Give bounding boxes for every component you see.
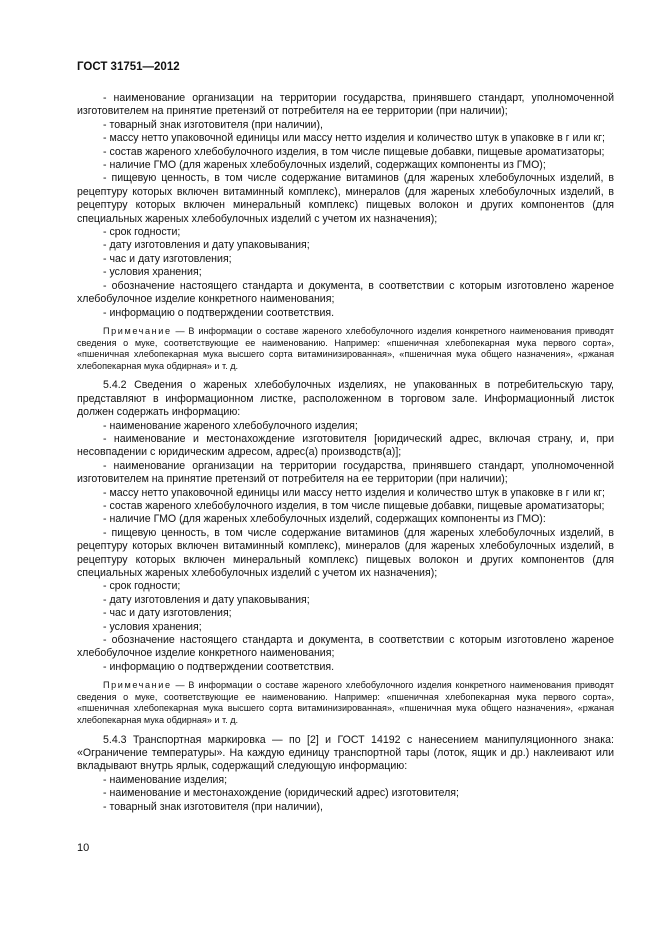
list-item: - обозначение настоящего стандарта и документа, в соответствии с которым изготовлено жареное хлебобулочное изделие конкретного наименования; [77, 279, 614, 306]
list-item: - информацию о подтверждении соответствия. [103, 306, 335, 319]
section-5-4-2-intro: 5.4.2 Сведения о жареных хлебобулочных изделиях, не упакованных в потребительскую тару, представляют в информационном листке, расположенном в торговом зале. Информационный листок должен содержать информацию: [77, 379, 614, 419]
note-1 [77, 326, 614, 372]
note-text: — В информации о составе жареного хлебобулочного изделия конкретного наименования приводят сведения о муке, соответствующие ее наименованию. Например: «пшеничная хлебопекарная мука первого сорта», «пшеничная хлебопекарная мука высшего сорта витаминизированная», «пшеничная мука общего назначения», «ржаная хлебопекарная мука обдирная» и т. д. [77, 680, 614, 725]
list-item: - наличие ГМО (для жареных хлебобулочных изделий, содержащих компоненты из ГМО); [103, 159, 546, 172]
list-item: - срок годности; [103, 580, 181, 593]
list-item: - пищевую ценность, в том числе содержание витаминов (для жареных хлебобулочных изделий, в рецептуру которых включен витаминный комплекс), минералов (для жареных хлебобулочных изделий, в рецептуру которых включен минеральный комплекс) пищевых волокон и других компонентов (для специальных жареных хлебобулочных изделий с учетом их назначения); [77, 172, 614, 225]
note-label: Примечание [103, 680, 172, 691]
document-header: ГОСТ 31751—2012 [77, 61, 180, 73]
list-item: - наименование и местонахождение изготовителя [юридический адрес, включая страну, и, при несовпадении с юридическим адресом, адрес(а) производств(а)]; [77, 432, 614, 459]
list-item: - массу нетто упаковочной единицы или массу нетто изделия и количество штук в упаковке в г или кг; [103, 486, 605, 499]
list-item: - наименование организации на территории государства, принявшего стандарт, уполномоченной изготовителем на принятие претензий от потребителя на ее территории (при наличии); [77, 92, 614, 118]
note-2 [77, 680, 614, 726]
list-item: - дату изготовления и дату упаковывания; [103, 239, 310, 252]
section-5-4-3-list [77, 774, 614, 814]
section-5-4-2-list [77, 420, 614, 675]
list-item: - наличие ГМО (для жареных хлебобулочных изделий, содержащих компоненты из ГМО): [103, 513, 546, 526]
list-item: - обозначение настоящего стандарта и документа, в соответствии с которым изготовлено жареное хлебобулочное изделие конкретного наименования; [77, 634, 614, 660]
list-item: - состав жареного хлебобулочного изделия, в том числе пищевые добавки, пищевые ароматизаторы; [103, 145, 605, 158]
list-item: - условия хранения; [103, 620, 202, 633]
list-item: - пищевую ценность, в том числе содержание витаминов (для жареных хлебобулочных изделий, в рецептуру которых включен витаминный комплекс), минералов (для жареных хлебобулочных изделий, в рецептуру которых включен минеральный комплекс) пищевых волокон и других компонентов (для специальных жареных хлебобулочных изделий с учетом их назначения); [77, 526, 614, 579]
list-item: - состав жареного хлебобулочного изделия, в том числе пищевые добавки, пищевые ароматизаторы; [103, 499, 605, 512]
list-item: - наименование изделия; [103, 773, 228, 786]
list-item: - товарный знак изготовителя (при наличии), [103, 118, 323, 131]
list-item: - наименование организации на территории государства, принявшего стандарт, уполномоченной изготовителем на принятие претензий от потребителя на ее территории (при наличии); [77, 459, 614, 486]
list-item: - массу нетто упаковочной единицы или массу нетто изделия и количество штук в упаковке в г или кг; [103, 132, 605, 145]
list-item: - дату изготовления и дату упаковывания; [103, 593, 310, 606]
block1-list [77, 92, 614, 320]
document-body [77, 92, 614, 814]
section-5-4-3-intro: 5.4.3 Транспортная маркировка — по [2] и ГОСТ 14192 с нанесением манипуляционного знака: «Ограничение температуры». На каждую единицу транспортной тары (лоток, ящик и др.) наклеивают или вкладывают внутрь ярлык, содержащий следующую информацию: [77, 733, 614, 773]
list-item: - условия хранения; [103, 266, 202, 279]
note-text: — В информации о составе жареного хлебобулочного изделия конкретного наименования приводят сведения о муке, соответствующие ее наименованию. Например: «пшеничная хлебопекарная мука первого сорта», «пшеничная хлебопекарная мука высшего сорта витаминизированная», «пшеничная мука общего назначения», «ржаная хлебопекарная мука обдирная» и т. д. [77, 325, 614, 371]
list-item: - наименование жареного хлебобулочного изделия; [103, 419, 358, 432]
page-number: 10 [77, 842, 90, 854]
note-label: Примечание [103, 325, 172, 336]
list-item: - час и дату изготовления; [103, 607, 232, 620]
list-item: - информацию о подтверждении соответствия. [103, 660, 335, 673]
list-item: - наименование и местонахождение (юридический адрес) изготовителя; [103, 787, 459, 800]
list-item: - срок годности; [103, 226, 181, 239]
list-item: - товарный знак изготовителя (при наличии), [103, 800, 323, 813]
list-item: - час и дату изготовления; [103, 252, 232, 265]
